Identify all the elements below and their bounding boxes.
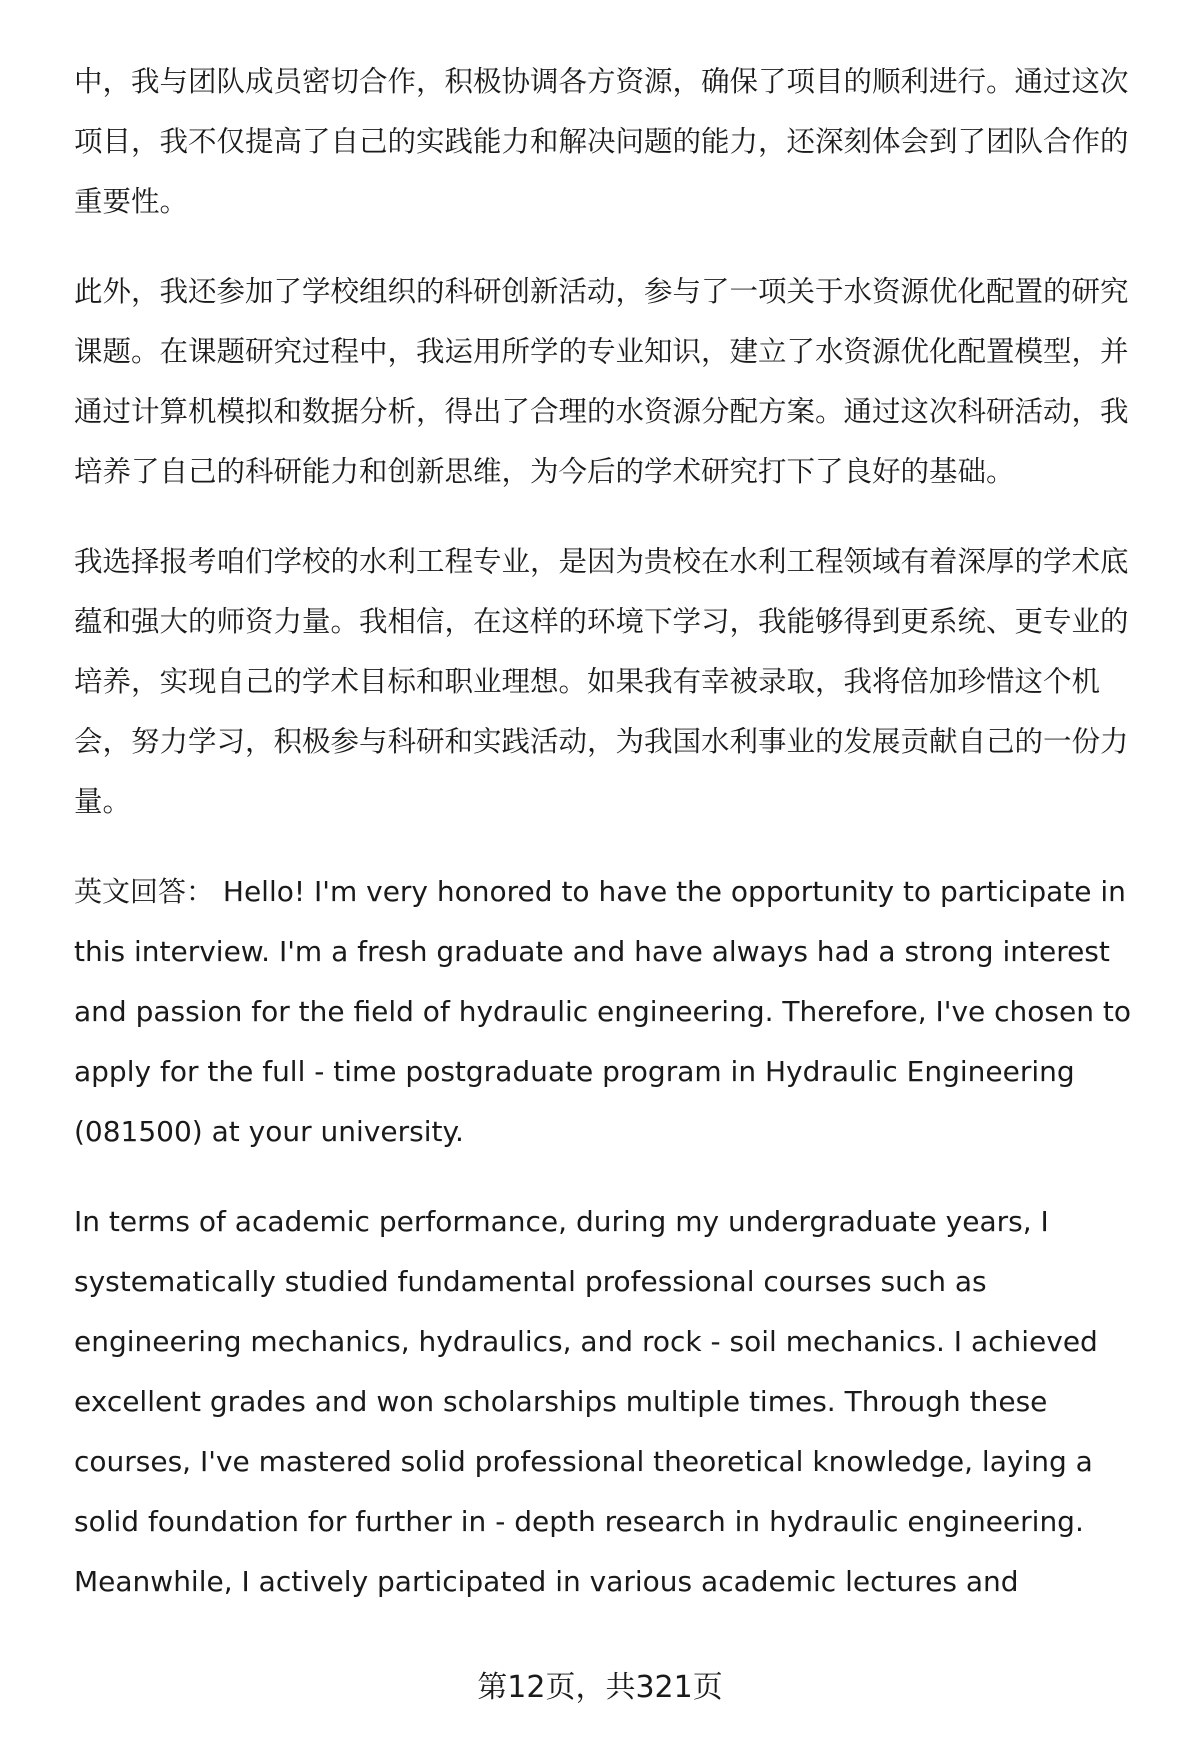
paragraph-english-academic: In terms of academic performance, during my undergraduate years, I systematically studied fundamental professional courses such as engineering mechanics, hydraulics, and rock - soil mechanics. I achieved excellent grades and won scholarships multiple times. Through these courses, I've mastered solid professional theoretical knowledge, laying a solid foundation for further in - depth research in hydraulic engineering. Meanwhile, I actively participated in various academic lectures and (74, 1205, 1098, 1598)
paragraph-research-activity: 此外，我还参加了学校组织的科研创新活动，参与了一项关于水资源优化配置的研究课题。在课题研究过程中，我运用所学的专业知识，建立了水资源优化配置模型，并通过计算机模拟和数据分析，得出了合理的水资源分配方案。通过这次科研活动，我培养了自己的科研能力和创新思维，为今后的学术研究打下了良好的基础。 (74, 275, 1129, 488)
page-number-footer: 第12页，共321页 (477, 1670, 723, 1705)
paragraph-choice-reason: 我选择报考咱们学校的水利工程专业，是因为贵校在水利工程领域有着深厚的学术底蕴和强大的师资力量。我相信，在这样的环境下学习，我能够得到更系统、更专业的培养，实现自己的学术目标和职业理想。如果我有幸被录取，我将倍加珍惜这个机会，努力学习，积极参与科研和实践活动，为我国水利事业的发展贡献自己的一份力量。 (74, 545, 1129, 818)
document-body (74, 52, 1154, 1642)
paragraph-project-teamwork: 中，我与团队成员密切合作，积极协调各方资源，确保了项目的顺利进行。通过这次项目，我不仅提高了自己的实践能力和解决问题的能力，还深刻体会到了团队合作的重要性。 (74, 65, 1129, 218)
paragraph-english-intro: 英文回答： Hello! I'm very honored to have the opportunity to participate in this interview. I'm a fresh graduate and have always had a strong interest and passion for the field of hydraulic engineering. Therefore, I've chosen to apply for the full - time postgraduate program in Hydraulic Engineering (081500) at your university. (74, 875, 1131, 1148)
